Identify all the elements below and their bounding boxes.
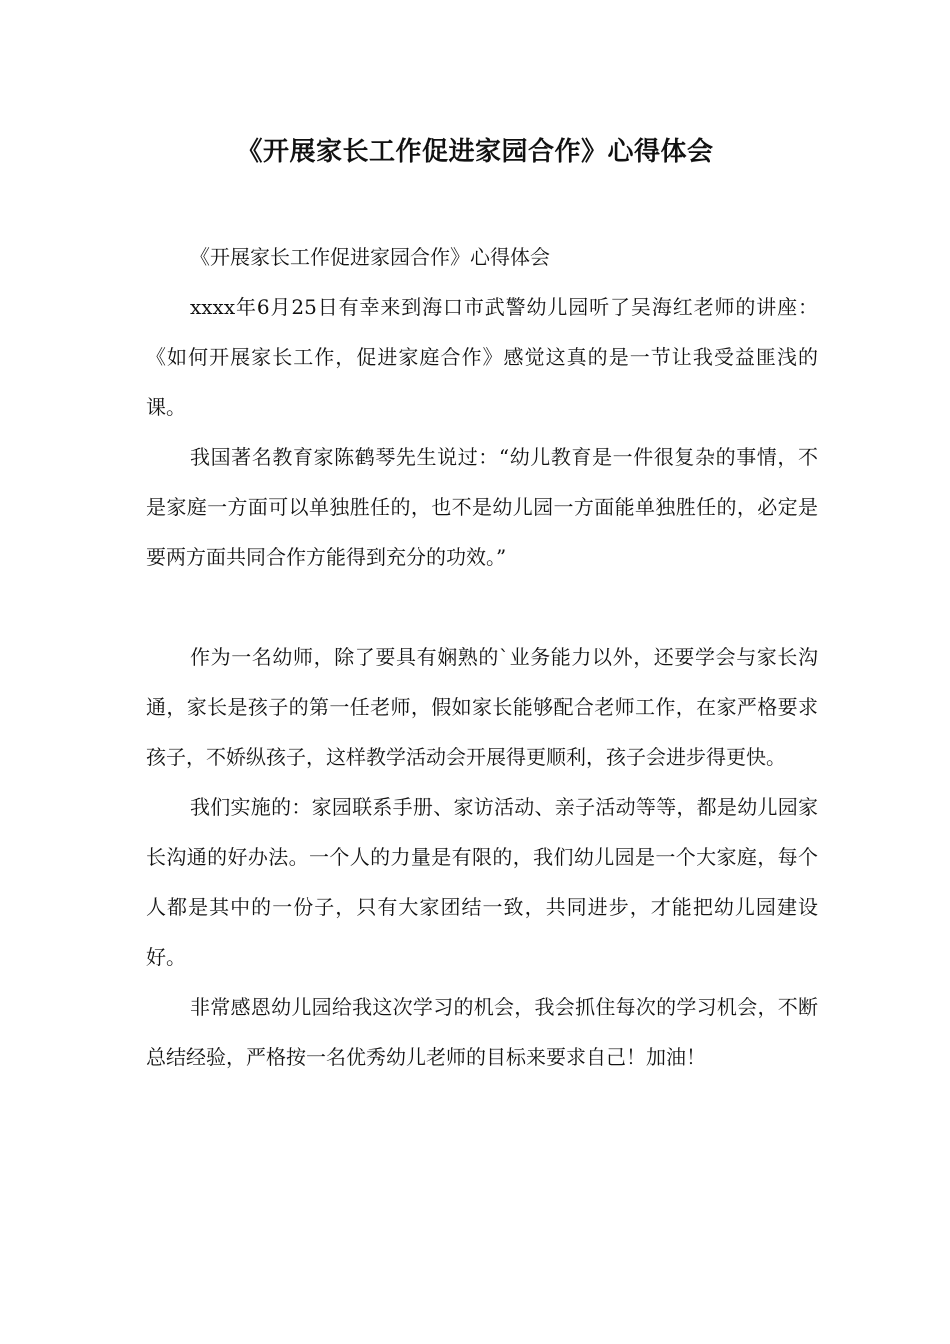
document-title: 《开展家长工作促进家园合作》心得体会 xyxy=(236,137,714,167)
document-body xyxy=(146,232,818,1082)
paragraph-gratitude: 非常感恩幼儿园给我这次学习的机会，我会抓住每次的学习机会，不断总结经验，严格按一名优秀幼儿老师的目标来要求自己！加油！ xyxy=(146,995,818,1069)
paragraph-subtitle: 《开展家长工作促进家园合作》心得体会 xyxy=(190,245,550,269)
paragraph-methods: 我们实施的：家园联系手册、家访活动、亲子活动等等，都是幼儿园家长沟通的好办法。一个人的力量是有限的，我们幼儿园是一个大家庭，每个人都是其中的一份子，只有大家团结一致，共同进步，才能把幼儿园建设好。 xyxy=(146,795,818,969)
paragraph-teacher-role: 作为一名幼师，除了要具有娴熟的`业务能力以外，还要学会与家长沟通，家长是孩子的第一任老师，假如家长能够配合老师工作，在家严格要求孩子，不娇纵孩子，这样教学活动会开展得更顺利，孩子会进步得更快。 xyxy=(146,645,818,769)
paragraph-lecture: xxxx年6月25日有幸来到海口市武警幼儿园听了吴海红老师的讲座：《如何开展家长工作，促进家庭合作》感觉这真的是一节让我受益匪浅的课。 xyxy=(146,295,818,419)
blank-line xyxy=(146,582,818,632)
paragraph-quote: 我国著名教育家陈鹤琴先生说过：“幼儿教育是一件很复杂的事情，不是家庭一方面可以单独胜任的，也不是幼儿园一方面能单独胜任的，必定是要两方面共同合作方能得到充分的功效。” xyxy=(146,445,818,569)
